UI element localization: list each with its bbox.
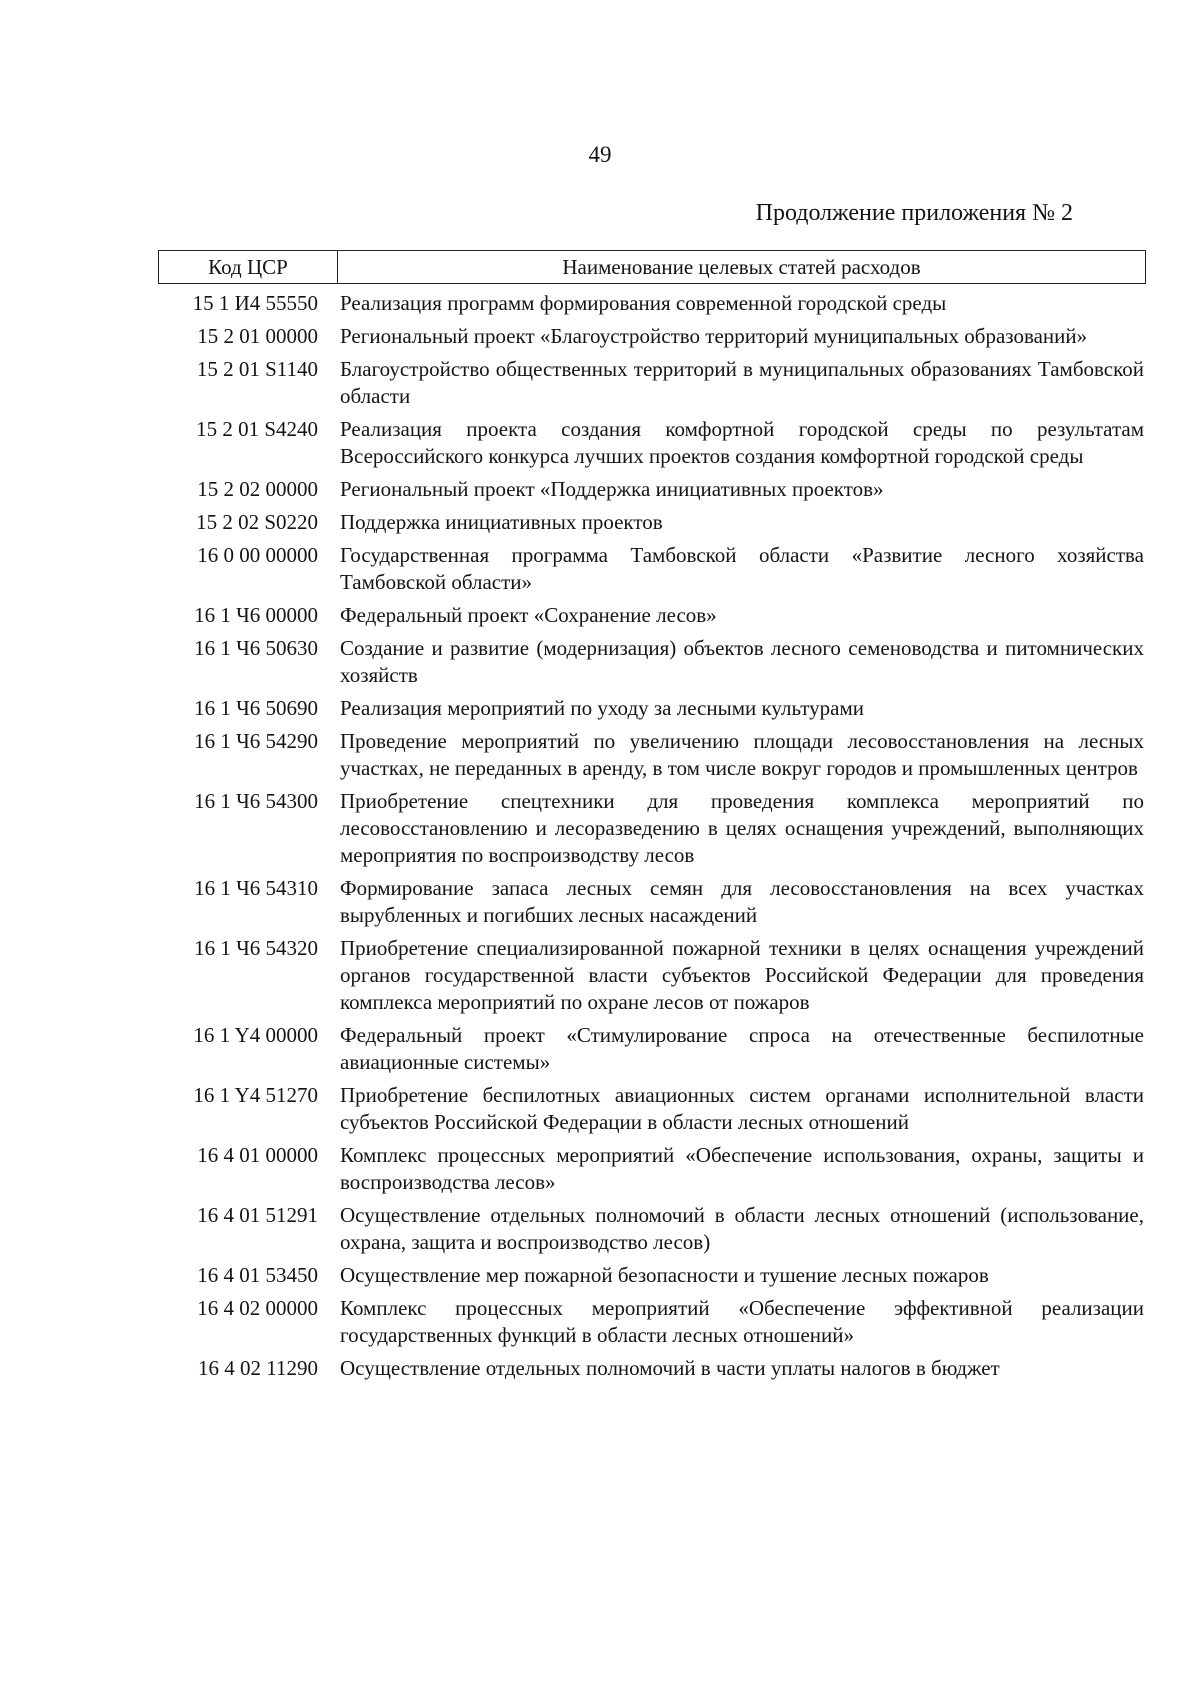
row-code: 15 2 01 S4240 — [196, 417, 318, 441]
row-name: Проведение мероприятий по увеличению площади лесовосстановления на лесных участках, не переданных в аренду, в том числе вокруг городов и промышленных центров — [340, 729, 1144, 780]
row-name: Создание и развитие (модернизация) объектов лесного семеноводства и питомнических хозяйств — [340, 636, 1144, 687]
table-row — [158, 323, 1146, 350]
row-name: Приобретение специализированной пожарной техники в целях оснащения учреждений органов государственной власти субъектов Российской Федерации для проведения комплекса мероприятий по охране лесов от пожаров — [340, 936, 1144, 1014]
row-code: 16 1 Ч6 00000 — [194, 603, 318, 627]
table-row — [158, 1295, 1146, 1349]
table-row — [158, 728, 1146, 782]
row-name: Комплекс процессных мероприятий «Обеспечение использования, охраны, защиты и воспроизводства лесов» — [340, 1143, 1144, 1194]
appendix-title: Продолжение приложения № 2 — [755, 200, 1073, 226]
row-name: Поддержка инициативных проектов — [340, 510, 663, 534]
row-code: 16 1 Y4 00000 — [193, 1023, 318, 1047]
row-code: 16 1 Ч6 54300 — [194, 789, 318, 813]
row-code: 16 1 Ч6 54290 — [194, 729, 318, 753]
row-code: 16 1 Ч6 54320 — [194, 936, 318, 960]
row-name: Осуществление мер пожарной безопасности и тушение лесных пожаров — [340, 1263, 989, 1287]
table-row — [158, 416, 1146, 470]
table-row — [158, 935, 1146, 1016]
table-row — [158, 875, 1146, 929]
table-row — [158, 542, 1146, 596]
row-name: Реализация проекта создания комфортной городской среды по результатам Всероссийского конкурса лучших проектов создания комфортной городской среды — [340, 417, 1144, 468]
row-code: 16 4 02 11290 — [198, 1356, 318, 1380]
table-row — [158, 1082, 1146, 1136]
row-code: 16 4 01 00000 — [197, 1143, 318, 1167]
row-name: Осуществление отдельных полномочий в части уплаты налогов в бюджет — [340, 1356, 1000, 1380]
row-code: 16 0 00 00000 — [197, 543, 318, 567]
row-name: Осуществление отдельных полномочий в области лесных отношений (использование, охрана, защита и воспроизводство лесов) — [340, 1203, 1144, 1254]
row-code: 16 4 01 53450 — [197, 1263, 318, 1287]
row-name: Благоустройство общественных территорий в муниципальных образованиях Тамбовской области — [340, 357, 1144, 408]
table-row — [158, 476, 1146, 503]
page-number: 49 — [588, 142, 612, 167]
row-code: 15 2 01 00000 — [197, 324, 318, 348]
row-code: 16 1 Ч6 50630 — [194, 636, 318, 660]
table-row — [158, 602, 1146, 629]
table-row — [158, 1022, 1146, 1076]
row-code: 16 1 Y4 51270 — [193, 1083, 318, 1107]
row-name: Региональный проект «Поддержка инициативных проектов» — [340, 477, 884, 501]
row-code: 16 4 01 51291 — [197, 1203, 318, 1227]
table-row — [158, 1355, 1146, 1382]
table-row — [158, 635, 1146, 689]
row-name: Региональный проект «Благоустройство территорий муниципальных образований» — [340, 324, 1088, 348]
header-name: Наименование целевых статей расходов — [562, 255, 921, 279]
table-row — [158, 1262, 1146, 1289]
table-row — [158, 509, 1146, 536]
row-code: 15 2 01 S1140 — [196, 357, 318, 381]
table-row — [158, 1142, 1146, 1196]
table-header — [158, 250, 1146, 284]
row-code: 16 4 02 00000 — [197, 1296, 318, 1320]
row-name: Приобретение спецтехники для проведения комплекса мероприятий по лесовосстановлению и лесоразведению в целях оснащения учреждений, выполняющих мероприятия по воспроизводству лесов — [340, 789, 1144, 867]
row-code: 15 1 И4 55550 — [192, 291, 318, 315]
table-body — [158, 290, 1146, 1382]
table-row — [158, 290, 1146, 317]
row-name: Государственная программа Тамбовской области «Развитие лесного хозяйства Тамбовской области» — [340, 543, 1144, 594]
table-row — [158, 356, 1146, 410]
row-code: 16 1 Ч6 50690 — [194, 696, 318, 720]
row-name: Федеральный проект «Сохранение лесов» — [340, 603, 717, 627]
row-code: 15 2 02 S0220 — [196, 510, 318, 534]
header-code: Код ЦСР — [159, 251, 338, 283]
row-name: Реализация мероприятий по уходу за лесными культурами — [340, 696, 864, 720]
budget-codes-table — [158, 250, 1146, 1382]
row-name: Формирование запаса лесных семян для лесовосстановления на всех участках вырубленных и погибших лесных насаждений — [340, 876, 1144, 927]
row-name: Федеральный проект «Стимулирование спроса на отечественные беспилотные авиационные системы» — [340, 1023, 1144, 1074]
row-code: 16 1 Ч6 54310 — [194, 876, 318, 900]
table-row — [158, 695, 1146, 722]
table-row — [158, 788, 1146, 869]
row-name: Приобретение беспилотных авиационных систем органами исполнительной власти субъектов Российской Федерации в области лесных отношений — [340, 1083, 1144, 1134]
row-code: 15 2 02 00000 — [197, 477, 318, 501]
table-row — [158, 1202, 1146, 1256]
row-name: Комплекс процессных мероприятий «Обеспечение эффективной реализации государственных функций в области лесных отношений» — [340, 1296, 1144, 1347]
row-name: Реализация программ формирования современной городской среды — [340, 291, 947, 315]
